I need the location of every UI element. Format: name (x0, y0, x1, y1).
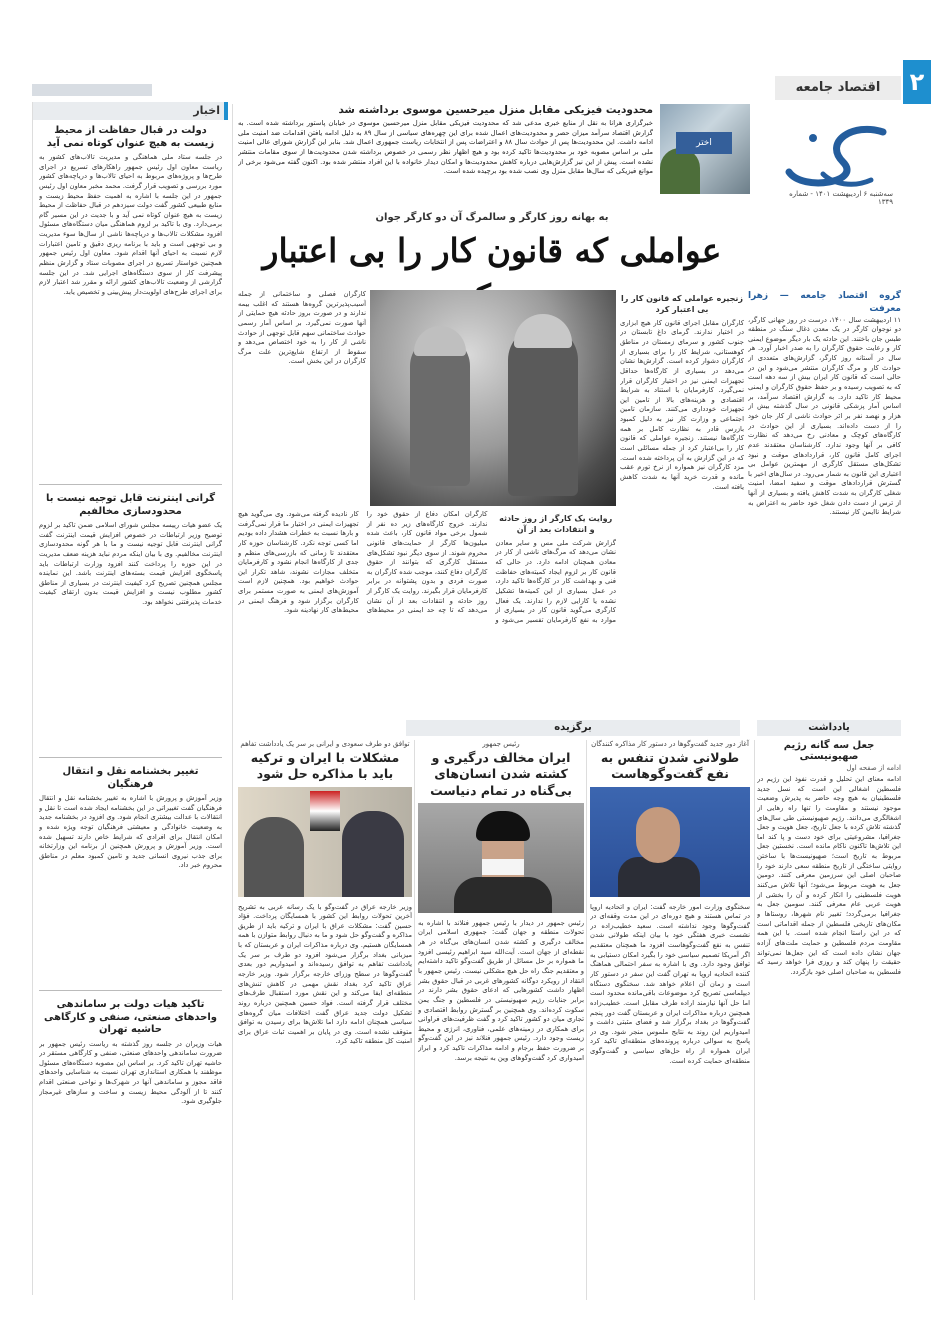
news-item-title: تغییر بخشنامه نقل و انتقال فرهنگیان (62, 766, 199, 790)
note-label: یادداشت (757, 720, 901, 736)
figure-body (618, 857, 700, 897)
news-item (33, 761, 228, 987)
figure-body (342, 811, 404, 897)
note-body: ادامه معنای این تحلیل و قدرت نفوذ این رژیم در فلسطین اشغالی این است که نسل جدید فلسطینیان به هیچ وجه حاضر به پذیرش وضعیت موجود نیستند و مقاومت را تنها راه رهایی از اشغالگری می‌دانند. رژیم صهیونیستی طی سال‌های گذشته تلاش کرده با جعل تاریخ، جعل هویت و جعل جغرافیا، مشروعیتی برای خود دست و پا کند اما این تلاش‌ها تاکنون ناکام مانده است. نخستین جعل مربوط به تاریخ است؛ صهیونیست‌ها با ساختن روایتی ساختگی از تاریخ منطقه سعی دارند خود را صاحبان اصلی این سرزمین معرفی کنند. دومین جعل به هویت مربوط می‌شود؛ آنها تلاش می‌کنند هویت فلسطینی را انکار کرده و آن را بخشی از هویت عربی عام معرفی کنند. سومین جعل به جغرافیا برمی‌گردد؛ تغییر نام شهرها، روستاها و مکان‌های تاریخی فلسطین از جمله اقداماتی است که در این راستا انجام شده است. با این همه مقاومت مردم فلسطین و حمایت ملت‌های آزاده جهان نشان داده است که این جعل‌ها نمی‌تواند حقیقت را پنهان کند و روزی فرا خواهد رسید که فلسطین به صاحبان اصلی خود بازگردد. (757, 775, 901, 976)
helmet-shape (414, 326, 466, 356)
helmet-shape (514, 314, 572, 348)
story-subtitle: توافق دو طرف سعودی و ایرانی بر سر یک یادداشت تفاهم (240, 740, 410, 748)
spokesman-photo (590, 787, 750, 897)
story-title: طولانی شدن تنفس به نفع گفت‌وگوهاست (600, 750, 740, 782)
top-strip (32, 58, 925, 102)
divider (39, 757, 222, 758)
page-number: ۲ (903, 60, 931, 104)
author-line: گروه اقتصاد جامعه — زهرا معرفت (748, 291, 901, 314)
top-news-body: خبرگزاری هرانا به نقل از منابع خبری مدعی شد که محدودیت فیزیکی مقابل منزل میرحسین موسوی در خیابان پاستور برداشته شده است. به گزارش اقتصاد سرآمد میزان حصر و محدودیت‌های اعمال شده برای این چهره‌های سیاسی از سال ۸۹ به دلیل ادامه یافتن اقدامات ضد امنیت ملی ادامه داشت. این محدودیت‌ها پس از حوادث سال ۸۸ و اعتراضات پس از انتخابات ریاست جمهوری اعمال شد. بنابر این گزارش شورای عالی امنیت ملی بر اساس مصوبه خود بر محدودیت‌ها تاکید کرده بود و هیچ اظهار نظر رسمی در خصوص برداشته شدن محدودیت‌ها از سوی مقامات منتشر نشده است. پیش از این نیز گزارش‌هایی درباره کاهش محدودیت‌ها و امکان دیدار خانواده با این افراد منتشر شده بود. اکنون گفته می‌شود برخی از موانع فیزیکی که سال‌ها مقابل منزل وی نصب شده بود برچیده شده است. (238, 119, 653, 176)
figure-body (454, 877, 552, 913)
news-section-title: اخبار (33, 102, 228, 120)
president-photo (418, 803, 584, 913)
story-body: سخنگوی وزارت امور خارجه گفت: ایران و اتحادیه اروپا در تماس هستند و هیچ دوره‌ای در این مدت وقفه‌ای در گفت‌وگوها وجود نداشته است. سعید خطیب‌زاده در نشست خبری هفتگی خود با بیان اینکه طولانی شدن تنفس به نفع گفت‌وگوهاست افزود ما همچنان معتقدیم اگر آمریکا تصمیم سیاسی خود را بگیرد امکان دستیابی به توافق وجود دارد. وی با اشاره به سفر احتمالی هماهنگ کننده اتحادیه اروپا به تهران گفت این سفر در دستور کار است و زمان آن اعلام خواهد شد. سخنگوی دستگاه دیپلماسی تصریح کرد موضوعات باقی‌مانده محدود است اما حل آنها نیازمند اراده طرف مقابل است. خطیب‌زاده همچنین درباره مذاکرات ایران و عربستان گفت دور پنجم گفت‌وگوها در بغداد برگزار شد و فضای مثبتی داشت و امیدواریم این روند به نتایج ملموس منجر شود. وی در پاسخ به سوالی درباره پرونده‌های منطقه‌ای تاکید کرد ایران همواره از راه حل‌های سیاسی و گفت‌وگوی منطقه‌ای حمایت کرده است. (590, 902, 750, 1065)
miner-figure (508, 326, 578, 496)
news-item-body: در جلسه ستاد ملی هماهنگی و مدیریت تالاب‌های کشور به ریاست معاون اول رئیس جمهور راهکارهای تسریع در اجرای طرح‌ها و پروژه‌های مربوط به احیای تالاب‌ها و دریاچه‌های کشور مورد بررسی و تصویب قرار گرفت. محمد مخبر معاون اول رئیس جمهور در این جلسه با اشاره به اهمیت حفظ محیط زیست و منابع طبیعی کشور گفت دولت سیزدهم در قبال حفاظت از محیط زیست به هیچ عنوان کوتاه نمی آید و با جدیت در این مسیر گام برمی‌دارد. وی با تاکید بر لزوم هماهنگی میان دستگاه‌های مسئول افزود مشکلات تالاب‌ها و دریاچه‌ها ناشی از سال‌ها سوء مدیریت و بی توجهی است و باید با برنامه ریزی دقیق و تامین اعتبارات لازم نسبت به احیای آنها اقدام شود. معاون اول رئیس جمهور همچنین خواستار تسریع در اجرای مصوبات ستاد و گزارش منظم پیشرفت کار از سوی دستگاه‌های اجرایی شد. در این جلسه گزارشی از وضعیت تالاب‌های کشور ارائه و مقرر شد اعتبار لازم برای اجرای طرح‌های اولویت‌دار پیش‌بینی و تخصیص یابد. (39, 153, 222, 296)
flag-shape (310, 791, 340, 831)
miners-photo (370, 290, 616, 506)
story-title: ایران مخالف درگیری و کشته شدن انسان‌های بی‌گناه در تمام دنیاست (430, 750, 572, 798)
story-subtitle: آغاز دور جدید گفت‌وگوها در دستور کار مذاکره کنندگان (591, 740, 749, 748)
news-item-body: وزیر آموزش و پرورش با اشاره به تغییر بخشنامه نقل و انتقال فرهنگیان گفت تغییراتی در این بخشنامه ایجاد شده است تا نقل و انتقالات با عدالت بیشتری انجام شود. وی افزود در بخشنامه جدید به وضعیت خانوادگی و معیشتی فرهنگیان توجه ویژه شده و امکان انتقال برای افرادی که شرایط خاص دارند تسهیل شده است. وزیر آموزش و پرورش همچنین از برنامه این وزارتخانه برای جذب نیروی انسانی جدید و تامین کمبود معلم در مناطق محروم خبر داد. (39, 794, 222, 870)
column-divider (414, 740, 415, 1300)
top-news-title: محدودیت فیزیکی مقابل منزل میرحسین موسوی برداشته شد (338, 104, 653, 116)
figure-body (244, 817, 304, 897)
brand-strip (32, 84, 152, 96)
news-item-title: دولت در قبال حفاظت از محیط زیست به هیچ عنوان کوتاه نمی آید (46, 125, 215, 149)
news-item (33, 120, 228, 481)
note-title: جعل سه گانه رژیم صهیونیستی (783, 740, 875, 762)
column-divider (754, 740, 755, 1300)
note-byline: ادامه از صفحه اول (846, 764, 901, 772)
divider (39, 484, 222, 485)
column-divider (586, 740, 587, 1300)
top-news-text (238, 104, 653, 191)
figure-face (636, 807, 680, 863)
article-subhead: روایت یک کارگر از روز حادثه و انتقادات بعد از آن (499, 514, 613, 535)
news-item (33, 488, 228, 754)
story-body: رئیس جمهور در دیدار با رئیس جمهور فنلاند با اشاره به تحولات منطقه و جهان گفت: جمهوری اسلامی ایران مخالف درگیری و کشته شدن انسان‌های بی‌گناه در هر نقطه‌ای از جهان است. آیت‌الله سید ابراهیم رئیسی افزود ما همواره بر حل مسائل از طریق گفت‌وگو تاکید داشته‌ایم و معتقدیم جنگ راه حل هیچ مشکلی نیست. رئیس جمهور با انتقاد از رویکرد دوگانه کشورهای غربی در قبال حقوق بشر اظهار داشت کشورهایی که ادعای حقوق بشر دارند در برابر جنایات رژیم صهیونیستی در فلسطین و جنگ یمن سکوت کرده‌اند. وی همچنین بر گسترش روابط اقتصادی و تجاری میان دو کشور تاکید کرد و گفت ظرفیت‌های فراوانی برای همکاری در زمینه‌های علمی، فناوری، انرژی و محیط زیست وجود دارد. رئیس جمهور فنلاند نیز در این گفت‌وگو بر ضرورت حفظ برجام و ادامه مذاکرات تاکید کرد و ابراز امیدواری کرد گفت‌وگوهای وین به نتیجه برسد. (418, 918, 584, 1062)
main-headline: عواملی که قانون کار را بی اعتبار (262, 231, 722, 270)
article-text: ۱۱ اردیبهشت سال ۱۴۰۰، درست در روز جهانی کارگر، دو نوجوان کارگر در یک معدن ذغال سنگ در منطقه طبس جان باختند. این حادثه یک بار دیگر موضوع ایمنی کار و رعایت حقوق کارگران را به صدر اخبار آورد. هر سال در آستانه روز کارگر، گزارش‌های متعددی از حوادث کار و مرگ کارگران منتشر می‌شود و این در حالی است که قانون کار ایران بیش از سه دهه است که به تصویب رسیده و بر حفظ حقوق کارگران و ایمنی محیط کار تاکید دارد. به گزارش اقتصاد سرآمد، بر اساس آمار پزشکی قانونی در سال گذشته بیش از هزار و نهصد نفر بر اثر حوادث ناشی از کار جان خود را از دست داده‌اند. بسیاری از این حوادث در کارگاه‌های کوچک و معادنی رخ می‌دهد که نظارت کافی بر آنها وجود ندارد. کارشناسان معتقدند عدم اجرای کامل قانون کار، قراردادهای موقت و نبود تشکل‌های مستقل کارگری از مهمترین عوامل بی اعتباری این قانون به شمار می‌رود. در سال‌های اخیر با گسترش قراردادهای موقت و سفید امضا، امنیت شغلی کارگران به شدت کاهش یافته و بسیاری از آنها از ترس از دست دادن شغل خود حاضر به اعتراض به شرایط ناایمن کار نیستند. (748, 315, 901, 517)
news-item-title: تاکید هیات دولت بر ساماندهی واحدهای صنعتی، صنفی و کارگاهی حاشیه تهران (43, 999, 218, 1035)
section-tag: اقتصاد جامعه (775, 76, 901, 100)
section-labels (238, 720, 901, 736)
article-column-2 (620, 290, 744, 715)
issue-line: سه‌شنبه ۶ اردیبهشت ۱۴۰۱ - شماره ۱۳۴۹ (789, 190, 893, 206)
miner-figure (410, 336, 470, 486)
tree-shape (660, 148, 700, 194)
article-column-1 (748, 290, 901, 715)
column-divider (232, 104, 233, 1300)
newspaper-logo (785, 112, 897, 186)
face-mask (482, 859, 524, 875)
news-column (32, 102, 228, 1295)
news-item-body: هیات وزیران در جلسه روز گذشته به ریاست رئیس جمهور بر ضرورت ساماندهی واحدهای صنعتی، صنفی و کارگاهی مستقر در حاشیه تهران تاکید کرد. بر اساس این مصوبه دستگاه‌های مسئول موظفند با همکاری استانداری تهران نسبت به شناسایی واحدهای فاقد مجوز و ساماندهی آنها در شهرک‌ها و نواحی صنعتی اقدام کنند تا از آلودگی محیط زیست و ساخت و سازهای غیرمجاز جلوگیری شود. (39, 1039, 222, 1106)
logo-swirl-icon (783, 122, 893, 194)
featured-story (238, 740, 412, 1300)
article-text: گزارش شرکت ملی مس و سایر معادن نشان می‌دهد که مرگ‌های ناشی از کار در معادن همچنان ادامه دارد. در حالی که قانون کار بر لزوم ایجاد کمیته‌های حفاظت فنی و بهداشت کار در کارگاه‌ها تاکید دارد، در عمل بسیاری از این کمیته‌ها تشکیل نشده یا کارایی لازم را ندارند. یک فعال کارگری می‌گوید قانون کار در بسیاری از موارد به نفع کارفرمایان تفسیر می‌شود و کارگران امکان دفاع از حقوق خود را ندارند. خروج کارگاه‌های زیر ده نفر از شمول برخی مواد قانون کار، باعث شده میلیون‌ها کارگر از حمایت‌های قانونی محروم شوند. از سوی دیگر نبود تشکل‌های مستقل کارگری که بتوانند از حقوق کارگران دفاع کنند، موجب شده کارگران به صورت فردی و بدون پشتوانه در برابر کارفرمایان قرار بگیرند. روایت یک کارگر از روز حادثه و انتقادات بعد از آن نشان می‌دهد که تا چه حد ایمنی در محیط‌های کار نادیده گرفته می‌شود. وی می‌گوید هیچ تجهیزات ایمنی در اختیار ما قرار نمی‌گرفت و بارها نسبت به خطرات هشدار داده بودیم اما کسی توجه نکرد. کارشناسان حوزه کار معتقدند تا زمانی که بازرسی‌های منظم و جدی از کارگاه‌ها انجام نشود و کارفرمایان متخلف مجازات نشوند، شاهد تکرار این حوادث خواهیم بود. همچنین لازم است آموزش‌های ایمنی به صورت مستمر برای کارگران برگزار شود و فرهنگ ایمنی در محیط‌های کار نهادینه شود. (238, 510, 616, 624)
article-text: کارگران فصلی و ساختمانی از جمله آسیب‌پذیرترین گروه‌ها هستند که اغلب بیمه ندارند و در صورت بروز حادثه هیچ حمایتی از آنها صورت نمی‌گیرد. بر اساس آمار رسمی حوادث ساختمانی سهم قابل توجهی از حوادث ناشی از کار را به خود اختصاص می‌دهد و سقوط از ارتفاع شایع‌ترین علت مرگ کارگران در این بخش است. (238, 290, 366, 366)
story-title: مشکلات با ایران و ترکیه باید با مذاکره حل شود (250, 750, 400, 782)
note-column (757, 740, 901, 1300)
story-body: وزیر خارجه عراق در گفت‌وگو با یک رسانه عربی به تشریح آخرین تحولات روابط این کشور با همسایگان پرداخت. فؤاد حسین گفت: مشکلات عراق با ایران و ترکیه باید از طریق مذاکره و گفت‌وگو حل شود و ما به دنبال روابط متوازن با همه همسایگان هستیم. وی درباره مذاکرات ایران و عربستان که با میزبانی بغداد برگزار می‌شود افزود دو طرف بر سر یک یادداشت تفاهم به توافق رسیده‌اند و امیدواریم دور بعدی گفت‌وگوها در سطح وزرای خارجه برگزار شود. وزیر خارجه عراق تاکید کرد بغداد نقش مهمی در کاهش تنش‌های منطقه‌ای ایفا می‌کند و این نقش مورد استقبال طرف‌های مختلف قرار گرفته است. فواد حسین همچنین درباره روند تشکیل دولت جدید عراق گفت اختلافات میان گروه‌های سیاسی همچنان ادامه دارد اما تلاش‌ها برای رسیدن به توافق متوقف نشده است. وی در پایان بر اهمیت ثبات عراق برای امنیت کل منطقه تاکید کرد. (238, 902, 412, 1046)
news-item-body: یک عضو هیات رییسه مجلس شورای اسلامی ضمن تاکید بر لزوم توضیح وزیر ارتباطات در خصوص افزایش قیمت اینترنت گفت گرانی اینترنت قابل توجیه نیست و ما با هر گونه محدودسازی اینترنت مخالفیم. وی با بیان اینکه مردم نباید هزینه ضعف مدیریت در این حوزه را پرداخت کنند افزود وزارت ارتباطات باید پاسخگوی افزایش قیمت بسته‌های اینترنت باشد. این نماینده مجلس همچنین تصریح کرد کیفیت اینترنت در بسیاری از مناطق کشور مطلوب نیست و افزایش قیمت بدون ارتقای کیفیت خدمات پذیرفتنی نخواهد بود. (39, 521, 222, 607)
turban-shape (476, 811, 530, 841)
meeting-photo (238, 787, 412, 897)
street-sign-photo (660, 104, 750, 194)
story-subtitle: رئیس جمهور (482, 740, 520, 748)
article-text: کارگران مقابل اجرای قانون کار هیچ ابزاری در اختیار ندارند. گرمای داغ تابستان در جنوب کشور و سرمای زمستان در مناطق کوهستانی، شرایط کار را برای بسیاری از کارگران دشوار کرده است. گزارش‌ها نشان می‌دهد در بسیاری از کارگاه‌ها حداقل تجهیزات ایمنی نیز در اختیار کارگران قرار نمی‌گیرد. کارفرمایان با استناد به شرایط اقتصادی و هزینه‌های بالا از تامین این تجهیزات خودداری می‌کنند. سازمان تامین اجتماعی و وزارت کار نیز به دلیل کمبود بازرس قادر به نظارت کامل بر همه کارگاه‌ها نیستند. زنجیره عواملی که قانون کار را بی‌اعتبار کرد از جمله مسائلی است که در این گزارش به آن پرداخته شده است. مزد کارگران نیز همواره از نرخ تورم عقب مانده و قدرت خرید آنها به شدت کاهش یافته است. (620, 318, 744, 491)
article-column-3 (238, 510, 616, 715)
headline-kicker: به بهانه روز کارگر و سالمرگ آن دو کارگر جوان (375, 212, 609, 223)
article-column-4 (238, 290, 366, 505)
article-subhead: زنجیره عواملی که قانون کار را بی اعتبار کرد (620, 294, 743, 315)
divider (39, 990, 222, 991)
featured-label: برگزیده (406, 720, 740, 736)
news-item (33, 994, 228, 1163)
street-sign: اختر (676, 132, 732, 154)
featured-story (590, 740, 750, 1300)
featured-story (418, 740, 584, 1300)
news-item-title: گرانی اینترنت قابل توجیه نیست با محدودسازی مخالفیم (45, 493, 216, 517)
top-news (238, 104, 745, 196)
